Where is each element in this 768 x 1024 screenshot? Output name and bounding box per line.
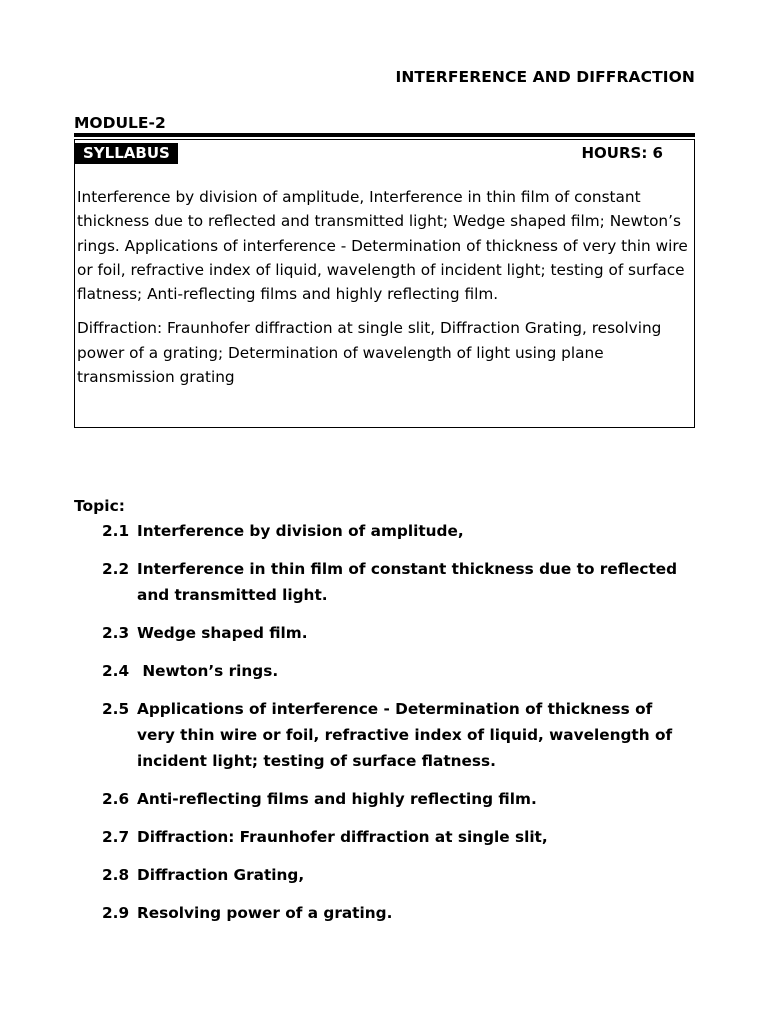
topic-heading: Topic: xyxy=(74,497,125,515)
topic-text: Diffraction Grating, xyxy=(137,866,305,884)
page-header-title: INTERFERENCE AND DIFFRACTION xyxy=(395,68,695,86)
topic-text: Resolving power of a grating. xyxy=(137,904,393,922)
topic-text: Anti-reflecting films and highly reflecting film. xyxy=(137,790,537,808)
syllabus-paragraph-diffraction: Diffraction: Fraunhofer diffraction at single slit, Diffraction Grating, resolving power of a grating; Determination of wavelength of light using plane transmission grating xyxy=(77,319,662,387)
topic-list xyxy=(102,518,692,938)
list-item xyxy=(102,824,692,850)
topic-number: 2.4 xyxy=(102,662,130,680)
list-item xyxy=(102,658,692,684)
topic-text: Applications of interference - Determination of thickness of very thin wire or foil, refractive index of liquid, wavelength of incident light; testing of surface flatness. xyxy=(137,700,673,770)
module-title: MODULE-2 xyxy=(74,114,166,132)
topic-number: 2.3 xyxy=(102,624,130,642)
list-item xyxy=(102,518,692,544)
hours-label: HOURS: 6 xyxy=(581,144,663,162)
topic-text: Interference by division of amplitude, xyxy=(137,522,464,540)
topic-text: Newton’s rings. xyxy=(137,662,279,680)
syllabus-paragraph-interference: Interference by division of amplitude, Interference in thin film of constant thickness due to reflected and transmitted light; Wedge shaped film; Newton’s rings. Applications of interference - Determination of thickness of very thin wire or foil, refractive index of liquid, wavelength of incident light; testing of surface flatness; Anti-reflecting films and highly reflecting film. xyxy=(77,188,688,304)
topic-number: 2.6 xyxy=(102,790,130,808)
list-item xyxy=(102,786,692,812)
topic-text: Diffraction: Fraunhofer diffraction at single slit, xyxy=(137,828,548,846)
topic-number: 2.9 xyxy=(102,904,130,922)
syllabus-label: SYLLABUS xyxy=(75,143,178,164)
syllabus-box xyxy=(74,139,695,428)
list-item xyxy=(102,696,692,774)
topic-text: Wedge shaped film. xyxy=(137,624,308,642)
topic-number: 2.8 xyxy=(102,866,130,884)
topic-number: 2.5 xyxy=(102,700,130,718)
divider-rule xyxy=(74,133,695,137)
topic-text: Interference in thin film of constant thickness due to reflected and transmitted light. xyxy=(137,560,678,604)
topic-number: 2.7 xyxy=(102,828,130,846)
topic-number: 2.2 xyxy=(102,560,130,578)
list-item xyxy=(102,900,692,926)
list-item xyxy=(102,862,692,888)
list-item xyxy=(102,620,692,646)
syllabus-body xyxy=(77,185,689,399)
list-item xyxy=(102,556,692,608)
topic-number: 2.1 xyxy=(102,522,130,540)
